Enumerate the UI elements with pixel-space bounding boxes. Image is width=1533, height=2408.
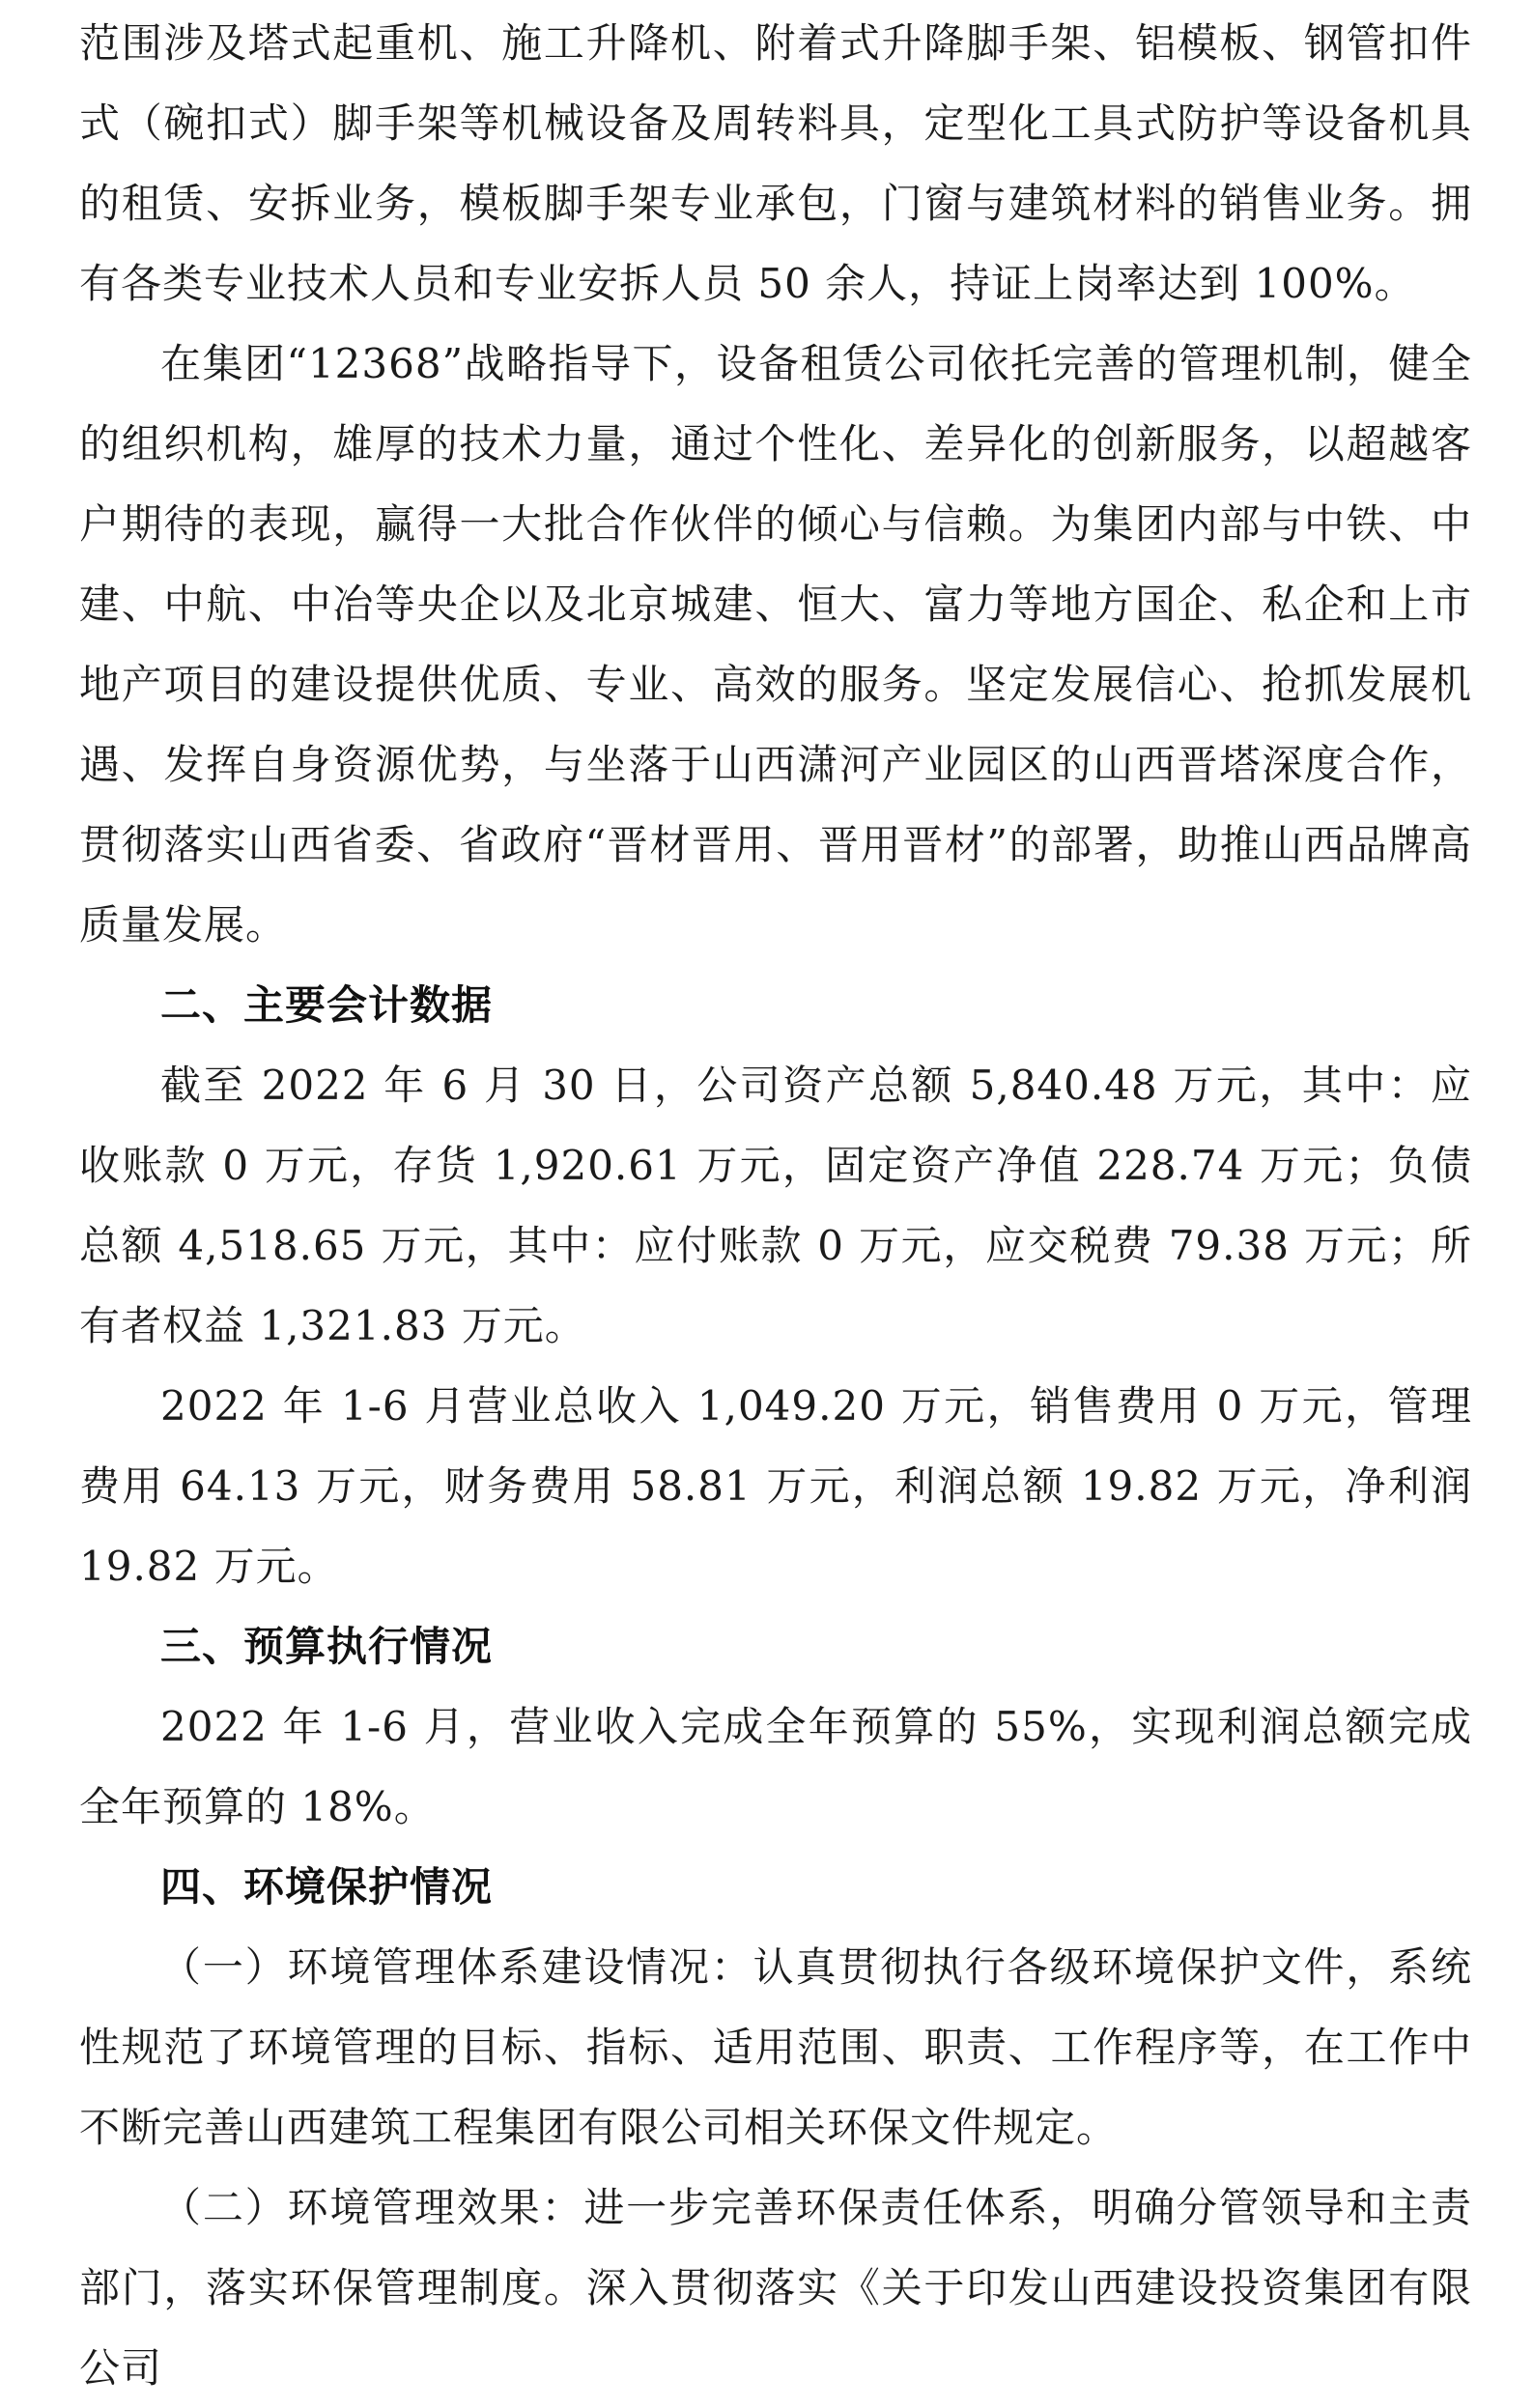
paragraph-strategy: 在集团“12368”战略指导下，设备租赁公司依托完善的管理机制，健全的组织机构，雄厚的技术力量，通过个性化、差异化的创新服务，以超越客户期待的表现，赢得一大批合作伙伴的倾心与信赖。为集团内部与中铁、中建、中航、中冶等央企以及北京城建、恒大、富力等地方国企、私企和上市地产项目的建设提供优质、专业、高效的服务。坚定发展信心、抢抓发展机遇、发挥自身资源优势，与坐落于山西潇河产业园区的山西晋塔深度合作，贯彻落实山西省委、省政府“晋材晋用、晋用晋材”的部署，助推山西品牌高质量发展。 (79, 340, 1472, 949)
heading-environmental-protection: 四、环境保护情况 (160, 1863, 494, 1911)
paragraph-budget: 2022 年 1-6 月，营业收入完成全年预算的 55%，实现利润总额完成全年预算的 18%。 (79, 1703, 1472, 1830)
paragraph-env-effect: （二）环境管理效果：进一步完善环保责任体系，明确分管领导和主责部门，落实环保管理制度。深入贯彻落实《关于印发山西建设投资集团有限公司 (79, 2184, 1472, 2392)
paragraph-income: 2022 年 1-6 月营业总收入 1,049.20 万元，销售费用 0 万元，管理费用 64.13 万元，财务费用 58.81 万元，利润总额 19.82 万元，净利润 19.82 万元。 (79, 1382, 1472, 1590)
heading-budget-execution: 三、预算执行情况 (160, 1623, 494, 1670)
heading-accounting-data: 二、主要会计数据 (160, 981, 494, 1029)
paragraph-env-system: （一）环境管理体系建设情况：认真贯彻执行各级环境保护文件，系统性规范了环境管理的目标、指标、适用范围、职责、工作程序等，在工作中不断完善山西建筑工程集团有限公司相关环保文件规定。 (79, 1943, 1472, 2151)
paragraph-business-scope: 范围涉及塔式起重机、施工升降机、附着式升降脚手架、铝模板、钢管扣件式（碗扣式）脚手架等机械设备及周转料具，定型化工具式防护等设备机具的租赁、安拆业务，模板脚手架专业承包，门窗与建筑材料的销售业务。拥有各类专业技术人员和专业安拆人员 50 余人，持证上岗率达到 100%。 (79, 19, 1472, 307)
paragraph-balance-sheet: 截至 2022 年 6 月 30 日，公司资产总额 5,840.48 万元，其中：应收账款 0 万元，存货 1,920.61 万元，固定资产净值 228.74 万元；负债总额 4,518.65 万元，其中：应付账款 0 万元，应交税费 79.38 万元；所有者权益 1,321.83 万元。 (79, 1062, 1472, 1349)
document-page (79, 0, 1472, 2392)
